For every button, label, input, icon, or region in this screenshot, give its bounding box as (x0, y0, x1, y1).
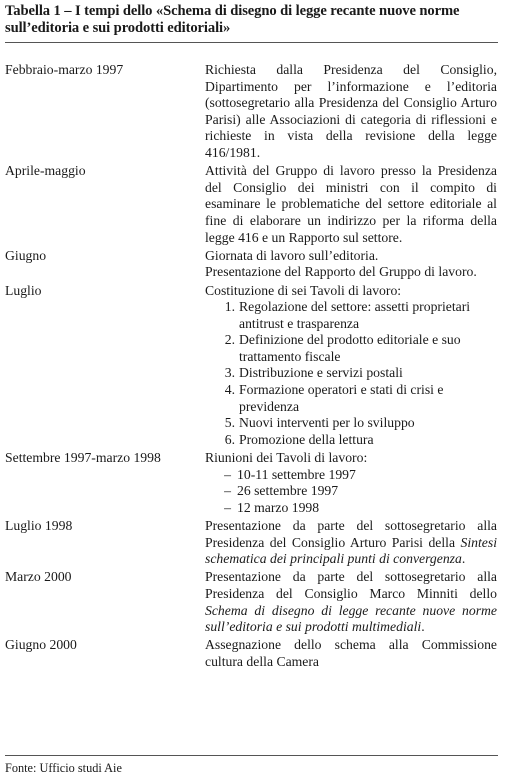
row-date: Febbraio-marzo 1997 (5, 62, 124, 77)
list-number: 2. (224, 332, 235, 348)
table-row (5, 62, 500, 162)
list-item-text: 12 marzo 1998 (237, 499, 320, 515)
row-description (205, 283, 497, 449)
row-description: Richiesta dalla Presidenza del Consiglio, Dipartimento per l’informazione e l’editoria (sottosegretario alla Presidenza del Consiglio Arturo Parisi) alle Associazioni di categoria di riflessioni e richieste in vista della revisione della legge 416/1981. (205, 62, 497, 160)
dash-bullet: – (224, 483, 231, 499)
row-description (205, 248, 497, 281)
row-description (205, 450, 497, 516)
table-row (5, 450, 500, 516)
list-item-text: Definizione del prodotto editoriale e suo trattamento fiscale (239, 332, 461, 364)
list-item (205, 332, 497, 365)
list-number: 4. (224, 382, 235, 398)
list-item (205, 483, 497, 500)
dash-bullet: – (224, 499, 231, 515)
document-title-italic: Schema di disegno di legge recante nuove norme sull’editoria e sui prodotti multimediali (205, 602, 497, 635)
row-description (205, 569, 497, 635)
numbered-list (205, 299, 497, 448)
row-description: Assegnazione dello schema alla Commissione cultura della Camera (205, 637, 497, 669)
list-item-text: 26 settembre 1997 (237, 483, 339, 499)
row-description-end: . (461, 551, 466, 567)
dash-list (205, 467, 497, 517)
dash-bullet: – (224, 466, 231, 482)
row-description: Attività del Gruppo di lavoro presso la Presidenza del Consiglio dei ministri con il compito di esaminare le problematiche del settore editoriale al fine di elaborare un indirizzo per la riforma della legge 416 e un Rapporto sul settore. (205, 163, 497, 245)
row-description-text: Presentazione da parte del sottosegretario alla Presidenza del Consiglio Marco Minniti dello (205, 569, 497, 601)
table-row (5, 518, 500, 568)
row-date: Giugno (5, 247, 47, 263)
row-description-intro: Riunioni dei Tavoli di lavoro: (205, 450, 368, 466)
list-item-text: Distribuzione e servizi postali (239, 365, 403, 381)
list-item (205, 432, 497, 449)
table-row (5, 163, 500, 246)
list-item-text: Nuovi interventi per lo sviluppo (239, 415, 415, 431)
table-row (5, 569, 500, 635)
timeline-table (5, 62, 500, 672)
list-number: 3. (224, 365, 235, 381)
row-date: Giugno 2000 (5, 637, 77, 653)
list-item-text: Promozione della lettura (239, 431, 374, 447)
list-number: 1. (224, 299, 235, 315)
table-row (5, 248, 500, 281)
row-date: Settembre 1997-marzo 1998 (5, 450, 161, 466)
source-note: Fonte: Ufficio studi Aie (5, 761, 122, 775)
table-title: Tabella 1 – I tempi dello «Schema di disegno di legge recante nuove norme sull’editoria e sui prodotti editoriali» (5, 3, 460, 36)
table-row (5, 637, 500, 670)
row-description-intro: Costituzione di sei Tavoli di lavoro: (205, 282, 402, 298)
list-item-text: 10-11 settembre 1997 (237, 466, 356, 482)
table-row (5, 283, 500, 449)
top-rule (5, 42, 498, 43)
bottom-rule (5, 755, 498, 756)
list-item (205, 365, 497, 382)
row-description-end: . (421, 619, 425, 635)
row-date: Luglio (5, 282, 42, 298)
list-item-text: Regolazione del settore: assetti proprietari antitrust e trasparenza (239, 299, 471, 331)
row-date: Marzo 2000 (5, 569, 72, 585)
document-title-italic: Sintesi schematica dei principali punti di convergenza (205, 534, 498, 567)
list-item (205, 467, 497, 484)
row-date: Luglio 1998 (5, 518, 73, 533)
row-description (205, 518, 497, 568)
list-number: 6. (224, 431, 235, 447)
list-item (205, 500, 497, 517)
row-description-line: Giornata di lavoro sull’editoria. (205, 247, 379, 263)
list-item (205, 299, 497, 332)
row-description-text: Presentazione da parte del sottosegretario alla Presidenza del Consiglio Arturo Parisi della (205, 518, 497, 550)
list-item (205, 382, 497, 415)
list-item (205, 415, 497, 432)
list-number: 5. (224, 415, 235, 431)
row-date: Aprile-maggio (5, 163, 86, 179)
list-item-text: Formazione operatori e stati di crisi e previdenza (239, 382, 444, 414)
row-description-line: Presentazione del Rapporto del Gruppo di lavoro. (205, 264, 477, 280)
